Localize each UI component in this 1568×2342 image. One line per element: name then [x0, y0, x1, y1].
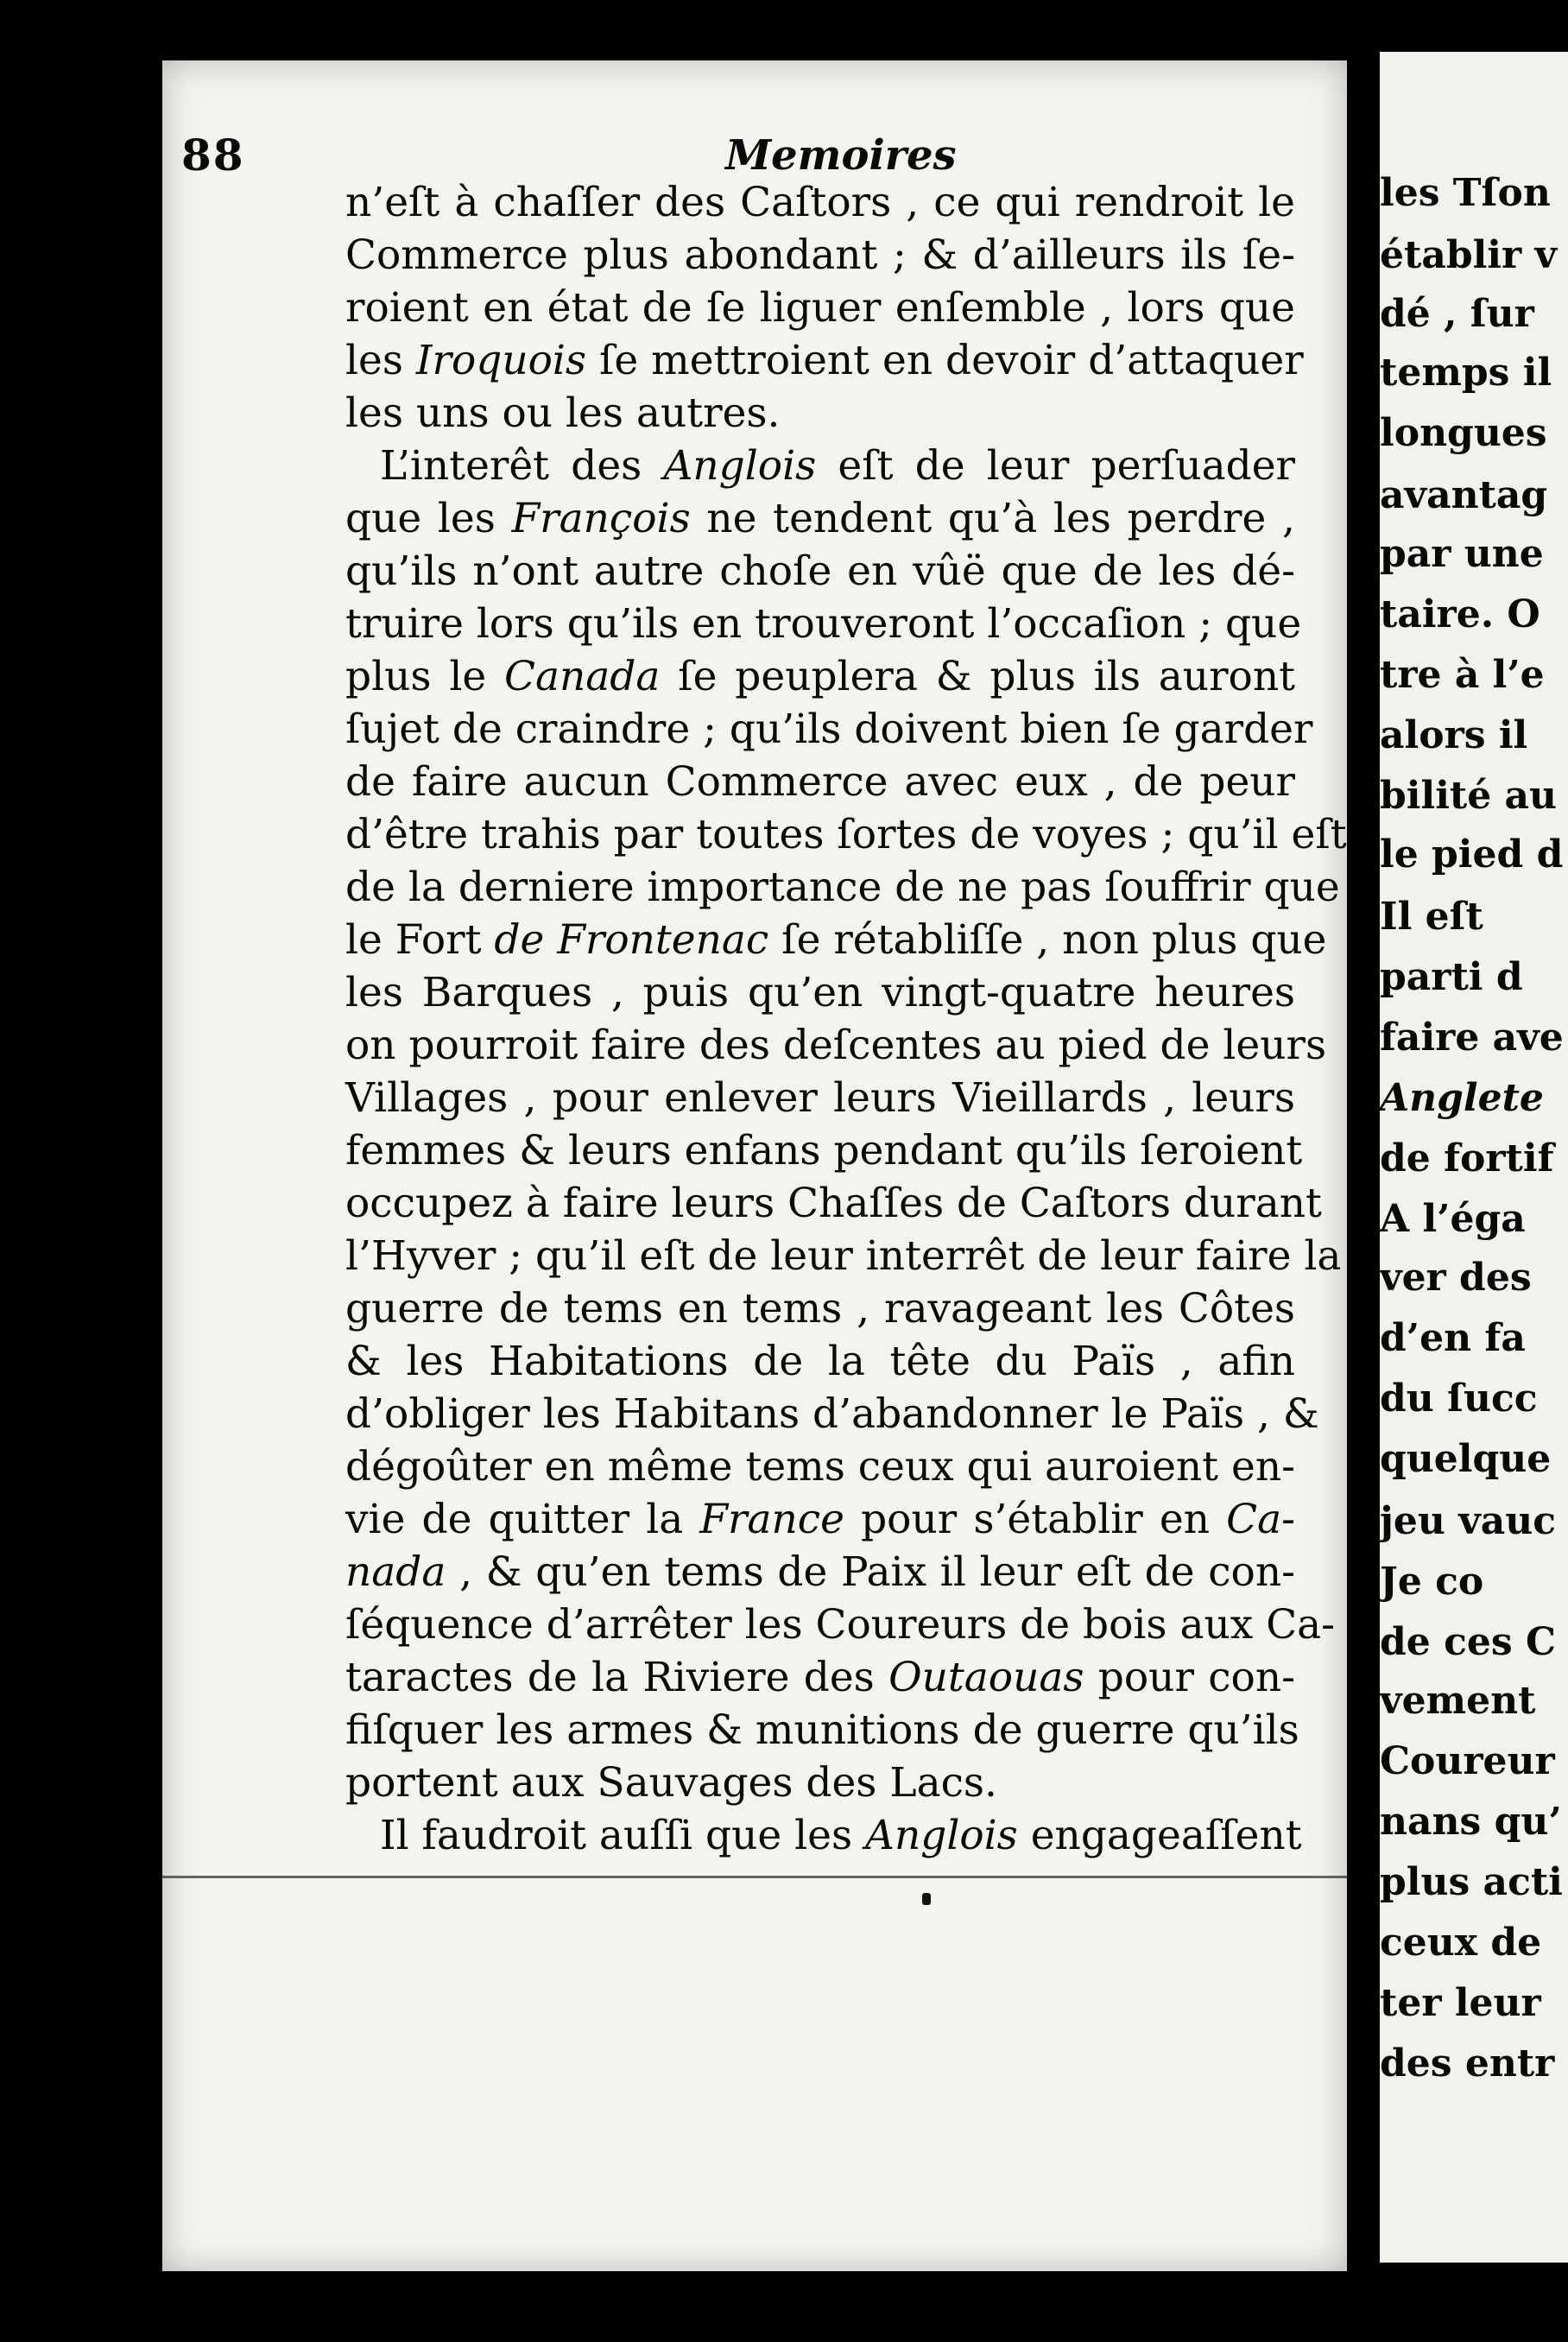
italic-text: nada [345, 1548, 446, 1596]
text-line [345, 914, 1327, 966]
text-segment: ſe rétabliſſe , non plus que [768, 916, 1327, 964]
text-segment: vie de quitter la [345, 1496, 700, 1543]
facing-text-line: vement [1380, 1679, 1536, 1723]
text-segment: engageaſſent [1017, 1812, 1302, 1859]
text-line [345, 1493, 1295, 1546]
text-line [345, 1177, 1322, 1230]
text-line [345, 966, 1295, 1019]
facing-text-line: faire ave [1380, 1016, 1564, 1060]
facing-text-line: ver des [1380, 1256, 1532, 1300]
text-line [345, 334, 1304, 387]
text-line [345, 1282, 1295, 1335]
text-line [345, 703, 1313, 756]
text-line [345, 861, 1340, 914]
text-line [345, 1230, 1342, 1282]
facing-text-line: jeu vauc [1380, 1499, 1557, 1543]
facing-text-line: bilité au [1380, 774, 1558, 818]
facing-text-line: le pied d [1380, 832, 1564, 877]
text-line [345, 229, 1295, 282]
ink-mark [922, 1893, 931, 1905]
text-segment: truire lors qu’ils en trouveront l’occaſion ; que [345, 600, 1302, 648]
text-line [345, 1124, 1303, 1177]
facing-text-line: longues [1380, 411, 1547, 455]
facing-text-line: avantag [1380, 473, 1548, 517]
text-segment: ſéquence d’arrêter les Coureurs de bois aux Ca- [345, 1601, 1336, 1649]
facing-text-line: des entr [1380, 2041, 1555, 2086]
facing-text-line: plus acti [1380, 1860, 1563, 1904]
text-segment: femmes & leurs enfans pendant qu’ils ſeroient [345, 1127, 1303, 1174]
body-text [345, 176, 1347, 1862]
text-segment: & les Habitations de la tête du Païs , afin [345, 1338, 1295, 1385]
italic-text: France [699, 1496, 844, 1543]
facing-text-line: du ſucc [1380, 1377, 1538, 1421]
text-line [345, 545, 1295, 598]
facing-text-line: établir v [1380, 233, 1558, 277]
text-segment: que les [345, 495, 512, 542]
facing-text-line: de fortif [1380, 1136, 1554, 1180]
facing-text-line: ter leur [1380, 1981, 1541, 2025]
text-line [345, 1651, 1295, 1704]
text-segment: les [345, 337, 416, 384]
text-segment: n’eſt à chaſſer des Caſtors , ce qui rendroit le [345, 179, 1295, 226]
text-line [345, 1440, 1295, 1493]
text-segment: les uns ou les autres. [345, 389, 781, 437]
italic-text: Canada [504, 653, 661, 700]
facing-text-line: temps il [1380, 351, 1552, 395]
text-line [345, 1704, 1299, 1756]
facing-page [1380, 52, 1568, 2263]
text-segment: Il faudroit auſſi que les [380, 1812, 866, 1859]
text-segment: dégoûter en même tems ceux qui auroient en- [345, 1443, 1295, 1491]
facing-text-line: quelque [1380, 1437, 1552, 1481]
text-line [345, 1335, 1295, 1388]
facing-text-line: taire. O [1380, 592, 1540, 636]
text-line [345, 1546, 1295, 1598]
italic-text: Anglois [663, 442, 817, 490]
text-segment: pour s’établir en [844, 1496, 1227, 1543]
facing-text-line: Je co [1380, 1560, 1484, 1604]
text-line [345, 440, 1295, 492]
text-line [345, 598, 1302, 650]
text-line [345, 1809, 1302, 1862]
text-segment: ſe peuplera & plus ils auront [660, 653, 1295, 700]
italic-text: Iroquois [415, 337, 587, 384]
text-segment: Commerce plus abondant ; & d’ailleurs ils ſe- [345, 231, 1295, 279]
text-line [345, 282, 1295, 334]
text-segment: on pourroit faire des deſcentes au pied de leurs [345, 1022, 1327, 1069]
text-segment: d’être trahis par toutes ſortes de voyes ; qu’il eſt [345, 811, 1347, 858]
text-segment: occupez à faire leurs Chaſſes de Caſtors durant [345, 1180, 1322, 1227]
italic-text: Ca- [1226, 1496, 1295, 1543]
facing-text-line: Anglete [1380, 1076, 1544, 1120]
text-line [345, 492, 1295, 545]
text-segment: L’interêt des [380, 442, 664, 490]
text-line [345, 1388, 1319, 1440]
text-line [345, 1756, 1295, 1809]
facing-text-line: alors il [1380, 713, 1528, 757]
facing-text-line: dé , ſur [1380, 292, 1534, 336]
text-segment: ne tendent qu’à les perdre , [690, 495, 1295, 542]
text-line [345, 650, 1295, 703]
text-segment: eſt de leur perſuader [816, 442, 1295, 490]
text-segment: portent aux Sauvages des Lacs. [345, 1759, 997, 1807]
running-head: Memoires [725, 131, 957, 180]
text-segment: , & qu’en tems de Paix il leur eſt de con- [446, 1548, 1295, 1596]
text-segment: roient en état de ſe liguer enſemble , lors que [345, 284, 1295, 332]
facing-text-line: par une [1380, 532, 1544, 576]
text-segment: plus le [345, 653, 505, 700]
text-segment: qu’ils n’ont autre choſe en vûë que de les dé- [345, 548, 1295, 595]
facing-text-line: tre à l’e [1380, 653, 1545, 697]
italic-text: Anglois [865, 1812, 1018, 1859]
text-segment: l’Hyver ; qu’il eſt de leur interrêt de leur faire la [345, 1232, 1342, 1280]
gutter [1347, 35, 1380, 2280]
text-segment: de faire aucun Commerce avec eux , de peur [345, 758, 1295, 806]
facing-text-line: A l’éga [1380, 1197, 1526, 1241]
text-segment: ſujet de craindre ; qu’ils doivent bien ſe garder [345, 706, 1313, 753]
text-line [345, 756, 1295, 808]
facing-text-line: d’en fa [1380, 1316, 1526, 1360]
italic-text: Outaouas [888, 1654, 1084, 1701]
text-segment: fiſquer les armes & munitions de guerre qu’ils [345, 1706, 1299, 1754]
facing-text-line: de ces C [1380, 1620, 1556, 1664]
text-segment: pour con- [1084, 1654, 1295, 1701]
text-line [345, 387, 1295, 440]
facing-text-line: parti d [1380, 955, 1523, 999]
facing-text-line: les Tſon [1380, 171, 1551, 215]
text-line [345, 1019, 1327, 1072]
facing-text-line: Il eſt [1380, 895, 1483, 939]
text-line [345, 1072, 1295, 1124]
facing-text-line: Coureur [1380, 1739, 1555, 1783]
text-segment: ſe mettroient en devoir d’attaquer [586, 337, 1304, 384]
text-line [345, 1598, 1336, 1651]
facing-text-line: nans qu’ [1380, 1800, 1562, 1844]
text-segment: guerre de tems en tems , ravageant les Côtes [345, 1285, 1295, 1332]
facing-text-line: ceux de [1380, 1921, 1542, 1965]
italic-text: de Frontenac [494, 916, 769, 964]
text-segment: les Barques , puis qu’en vingt-quatre heures [345, 969, 1295, 1016]
text-line [345, 176, 1295, 229]
scan-line [162, 1876, 1347, 1878]
italic-text: François [511, 495, 691, 542]
page-number: 88 [181, 130, 245, 180]
text-segment: de la derniere importance de ne pas ſouffrir que [345, 864, 1340, 911]
text-segment: Villages , pour enlever leurs Vieillards , leurs [345, 1074, 1295, 1122]
text-line [345, 808, 1347, 861]
text-segment: d’obliger les Habitans d’abandonner le Païs , & [345, 1390, 1319, 1438]
text-segment: le Fort [345, 916, 495, 964]
text-segment: taractes de la Riviere des [345, 1654, 889, 1701]
